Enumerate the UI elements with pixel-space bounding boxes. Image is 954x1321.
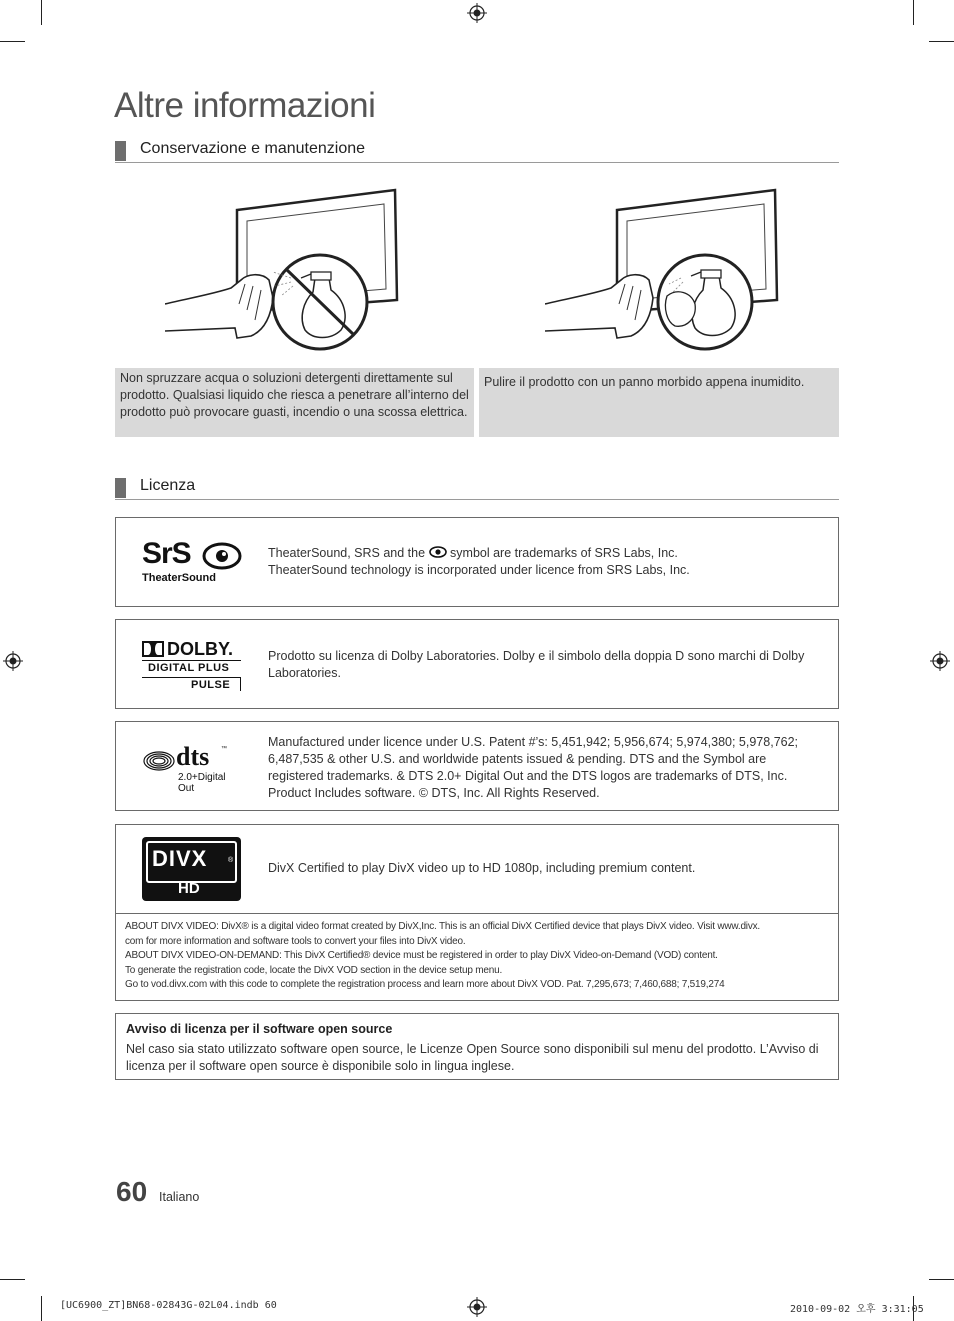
license-box-srs [115,517,839,607]
crop-mark [41,1296,42,1321]
no-spray-illustration-icon [165,188,405,356]
open-source-title: Avviso di licenza per il software open source [126,1022,393,1036]
footer-timestamp: 2010-09-02 오후 3:31:05 [790,1304,924,1315]
srs-line2: TheaterSound technology is incorporated under licence from SRS Labs, Inc. [268,563,690,577]
srs-line1-before: TheaterSound, SRS and the [268,546,426,560]
registration-mark-icon [930,651,950,671]
section-heading-label: Conservazione e manutenzione [140,140,366,157]
crop-mark [913,0,914,25]
section-heading-care [115,140,839,163]
page-title: Altre informazioni [114,86,376,125]
dts-logo [142,742,242,794]
divx-logo-text: DIVX [152,846,208,871]
divx-about-line: ABOUT DIVX VIDEO: DivX® is a digital video format created by DivX,Inc. This is an official DivX Certified device that plays DivX video. Visit www.divx. [125,921,761,932]
divx-license-text: DivX Certified to play DivX video up to HD 1080p, including premium content. [268,861,696,875]
dolby-digital-plus-text: DIGITAL PLUS [148,662,230,674]
srs-logo-text: SrS [142,537,191,570]
crop-mark [0,41,25,42]
care-caption-soft-cloth: Pulire il prodotto con un panno morbido appena inumidito. [479,368,839,437]
divx-hd-text: HD [178,880,200,897]
open-source-text: Nel caso sia stato utilizzato software open source, le Licenze Open Source sono disponibili sul menu del prodotto. L’Avviso di licenza per il software open source è disponibile solo in lingua inglese. [126,1042,819,1073]
dts-license-text: Manufactured under licence under U.S. Patent #’s: 5,451,942; 5,956,674; 5,974,380; 5,978,762; 6,487,535 & other U.S. and worldwide patents issued & pending. DTS and the Symbol are registered trademarks. & DTS 2.0+ Digital Out and the DTS logos are trademarks of DTS, Inc. Product Includes software. © DTS, Inc. All Rights Reserved. [268,735,799,800]
license-box-divx [115,824,839,1001]
divx-about-line: Go to vod.divx.com with this code to complete the registration process and learn more about DivX VOD. Pat. 7,295,673; 7,460,688; 7,519,274 [125,979,725,991]
registration-mark-icon [467,3,487,23]
divx-about-text [125,920,824,993]
dts-tm-mark: ™ [221,746,227,752]
dts-disc-icon [142,750,176,772]
section-heading-label: Licenza [140,477,196,494]
care-caption-no-spray: Non spruzzare acqua o soluzioni detergenti direttamente sul prodotto. Qualsiasi liquido che riesca a penetrare all’interno del prodotto può provocare guasti, incendio o una scossa elettrica. [115,368,474,437]
license-box-dolby [115,619,839,709]
srs-logo [142,538,242,588]
soft-cloth-illustration-icon [545,188,785,356]
dolby-pulse-text: PULSE [191,679,231,691]
dts-logo-text: dts [176,742,210,771]
divx-about-line: ABOUT DIVX VIDEO-ON-DEMAND: This DivX Certified® device must be registered in order to play DivX Video-on-Demand (VOD) content. [125,950,718,962]
dolby-logo-text: DOLBY. [167,639,234,659]
crop-mark [929,41,954,42]
registration-mark-icon [3,651,23,671]
page-language: Italiano [159,1190,200,1204]
crop-mark [0,1279,25,1280]
page-number: 60 [116,1176,148,1207]
registration-mark-icon [467,1297,487,1317]
srs-symbol-icon [429,546,447,558]
section-bar [115,141,126,161]
license-box-open-source [115,1013,839,1080]
divx-reg-mark: ® [228,857,234,864]
srs-license-text [268,545,824,579]
section-bar [115,478,126,498]
dolby-double-d-icon [142,641,164,657]
license-box-dts [115,721,839,811]
dts-logo-subtext: 2.0+Digital Out [178,772,226,794]
footer-file-info: [UC6900_ZT]BN68-02843G-02L04.indb 60 [60,1300,277,1311]
dolby-logo [142,640,242,694]
srs-line1-after: symbol are trademarks of SRS Labs, Inc. [450,546,678,560]
divx-logo [142,837,241,901]
dolby-license-text: Prodotto su licenza di Dolby Laboratories. Dolby e il simbolo della doppia D sono marchi di Dolby Laboratories. [268,649,805,680]
crop-mark [929,1279,954,1280]
crop-mark [41,0,42,25]
divx-about-line: To generate the registration code, locate the DivX VOD section in the device setup menu. [125,964,503,976]
srs-logo-subtext: TheaterSound [142,572,216,584]
srs-eye-icon [202,541,242,571]
divx-about-line: com for more information and software tools to convert your files into DivX video. [125,935,466,947]
section-heading-license [115,477,839,500]
